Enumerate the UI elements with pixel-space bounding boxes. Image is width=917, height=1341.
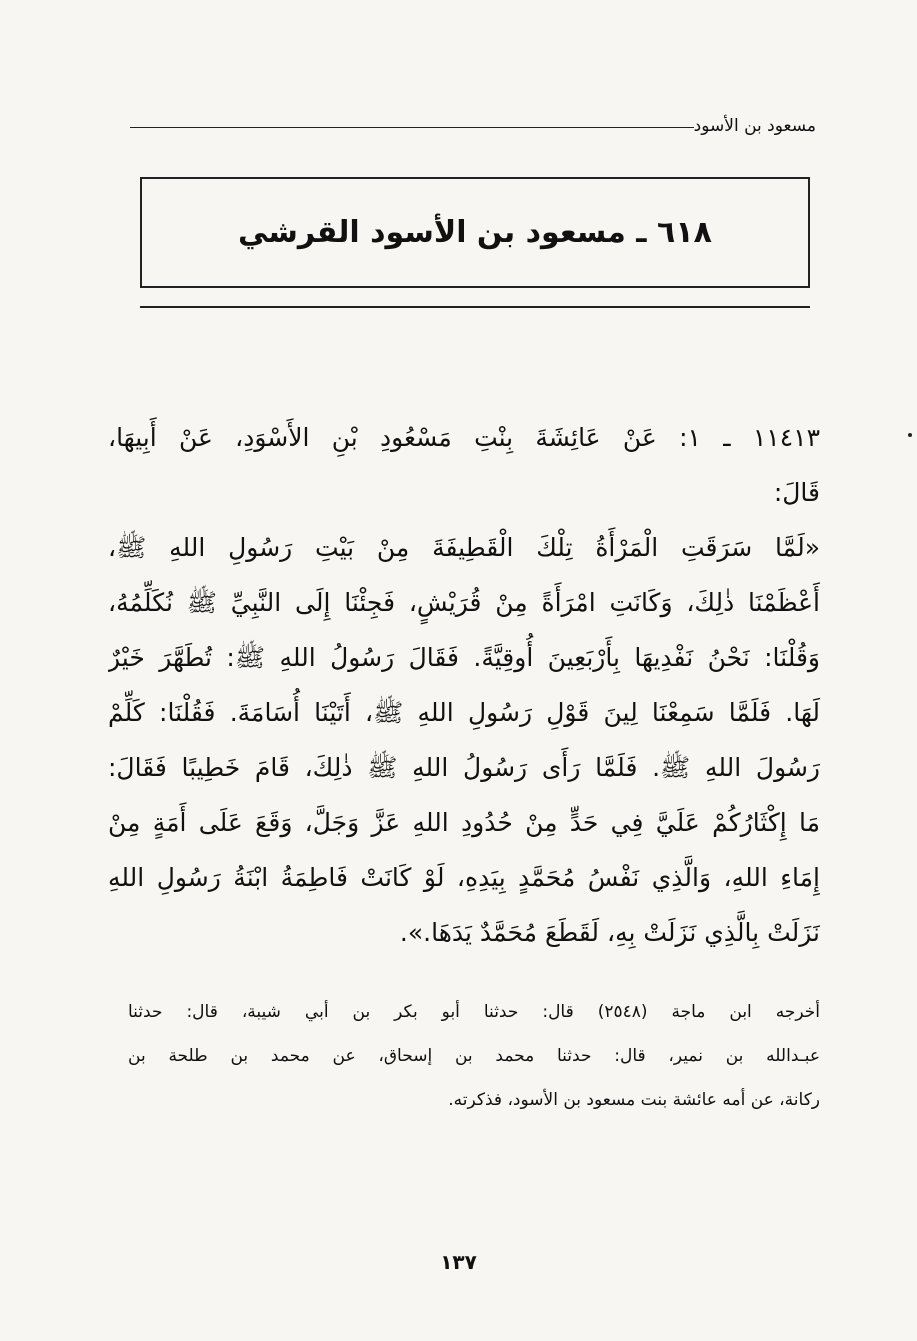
takhrij-line: أخرجه ابن ماجة (٢٥٤٨) قال: حدثنا أبو بكر بن أبي شيبة، قال: حدثنا: [128, 1002, 820, 1022]
takhrij-line: ركانة، عن أمه عائشة بنت مسعود بن الأسود، فذكرته.: [448, 1090, 820, 1110]
hadith-line: مَا إِكْثَارُكُمْ عَلَيَّ فِي حَدٍّ مِنْ حُدُودِ اللهِ عَزَّ وَجَلَّ، وَقَعَ عَلَى أَمَةٍ مِنْ: [108, 808, 820, 837]
running-header: [130, 112, 816, 140]
hadith-line: ١١٤١٣ ـ ١: عَنْ عَائِشَةَ بِنْتِ مَسْعُودِ بْنِ الأَسْوَدِ، عَنْ أَبِيهَا،: [108, 423, 820, 452]
hadith-line: إِمَاءِ اللهِ، وَالَّذِي نَفْسُ مُحَمَّدٍ بِيَدِهِ، لَوْ كَانَتْ فَاطِمَةُ ابْنَةُ رَسُولِ اللهِ: [108, 863, 820, 892]
hadith-line: رَسُولَ اللهِ ﷺ. فَلَمَّا رَأَى رَسُولُ اللهِ ﷺ ذٰلِكَ، قَامَ خَطِيبًا فَقَالَ:: [108, 753, 820, 782]
hadith-line: قَالَ:: [773, 478, 820, 507]
page-number: ١٣٧: [440, 1250, 477, 1274]
hadith-line: لَهَا. فَلَمَّا سَمِعْنَا لِينَ قَوْلِ رَسُولِ اللهِ ﷺ، أَتَيْنَا أُسَامَةَ. فَقُلْنَا: كَلِّمْ: [108, 698, 820, 727]
hadith-line: وَقُلْنَا: نَحْنُ نَفْدِيهَا بِأَرْبَعِينَ أُوقِيَّةً. فَقَالَ رَسُولُ اللهِ ﷺ: تُطَهَّرَ خَيْرٌ: [108, 643, 820, 672]
hadith-line: أَعْظَمْنَا ذٰلِكَ، وَكَانَتِ امْرَأَةً مِنْ قُرَيْشٍ، فَجِئْنَا إِلَى النَّبِيِّ ﷺ نُكَلِّمُهُ،: [108, 588, 820, 617]
entry-title: ٦١٨ ـ مسعود بن الأسود القرشي: [238, 215, 712, 250]
running-header-rule: [130, 127, 694, 128]
running-header-title: مسعود بن الأسود: [693, 116, 816, 136]
entry-title-box: [140, 177, 810, 288]
title-underline-rule: [140, 306, 810, 308]
hadith-line: نَزَلَتْ بِالَّذِي نَزَلَتْ بِهِ، لَقَطَعَ مُحَمَّدٌ يَدَهَا.».: [399, 918, 820, 947]
hadith-text: [108, 410, 820, 960]
scan-artifact-dot: [908, 433, 912, 437]
takhrij-footnote: [128, 990, 820, 1122]
hadith-line: «لَمَّا سَرَقَتِ الْمَرْأَةُ تِلْكَ الْقَطِيفَةَ مِنْ بَيْتِ رَسُولِ اللهِ ﷺ،: [108, 533, 820, 562]
takhrij-line: عبـدالله بن نمير، قال: حدثنا محمد بن إسحاق، عن محمد بن طلحة بن: [128, 1046, 820, 1066]
